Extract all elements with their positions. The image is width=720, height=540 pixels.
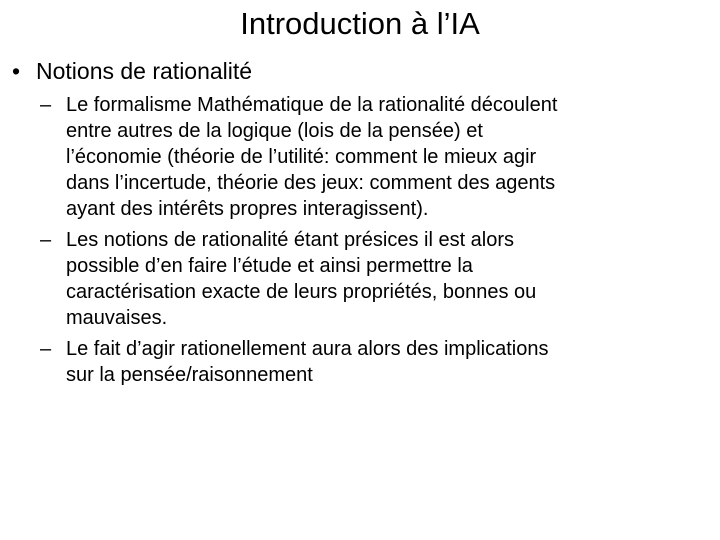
sub-bullet-line: entre autres de la logique (lois de la pensée) et	[66, 120, 483, 142]
dash-marker: –	[40, 94, 52, 116]
bullet-marker: •	[12, 58, 21, 84]
sub-bullet-line: caractérisation exacte de leurs propriétés, bonnes ou	[66, 281, 537, 303]
slide-title: Introduction à l’IA	[240, 6, 480, 41]
sub-bullet-formalism	[40, 92, 710, 222]
dash-marker: –	[40, 338, 52, 360]
sub-bullet-line: Le fait d’agir rationellement aura alors des implications	[66, 338, 549, 360]
sub-bullet-line: l’économie (théorie de l’utilité: comment le mieux agir	[66, 146, 537, 168]
sub-bullet-notions	[40, 227, 710, 331]
sub-bullet-line: Les notions de rationalité étant présices il est alors	[66, 229, 515, 251]
main-bullet-text: Notions de rationalité	[36, 58, 253, 84]
sub-bullet-line: Le formalisme Mathématique de la rationalité découlent	[66, 94, 558, 116]
sub-bullet-line: sur la pensée/raisonnement	[66, 364, 313, 386]
sub-bullet-line: ayant des intérêts propres interagissent).	[66, 198, 429, 220]
sub-bullet-line: dans l’incertude, théorie des jeux: comment des agents	[66, 172, 556, 194]
sub-bullet-list	[40, 92, 710, 393]
sub-bullet-line: mauvaises.	[66, 307, 168, 329]
sub-bullet-line: possible d’en faire l’étude et ainsi permettre la	[66, 255, 473, 277]
sub-bullet-rational-action	[40, 336, 710, 388]
dash-marker: –	[40, 229, 52, 251]
